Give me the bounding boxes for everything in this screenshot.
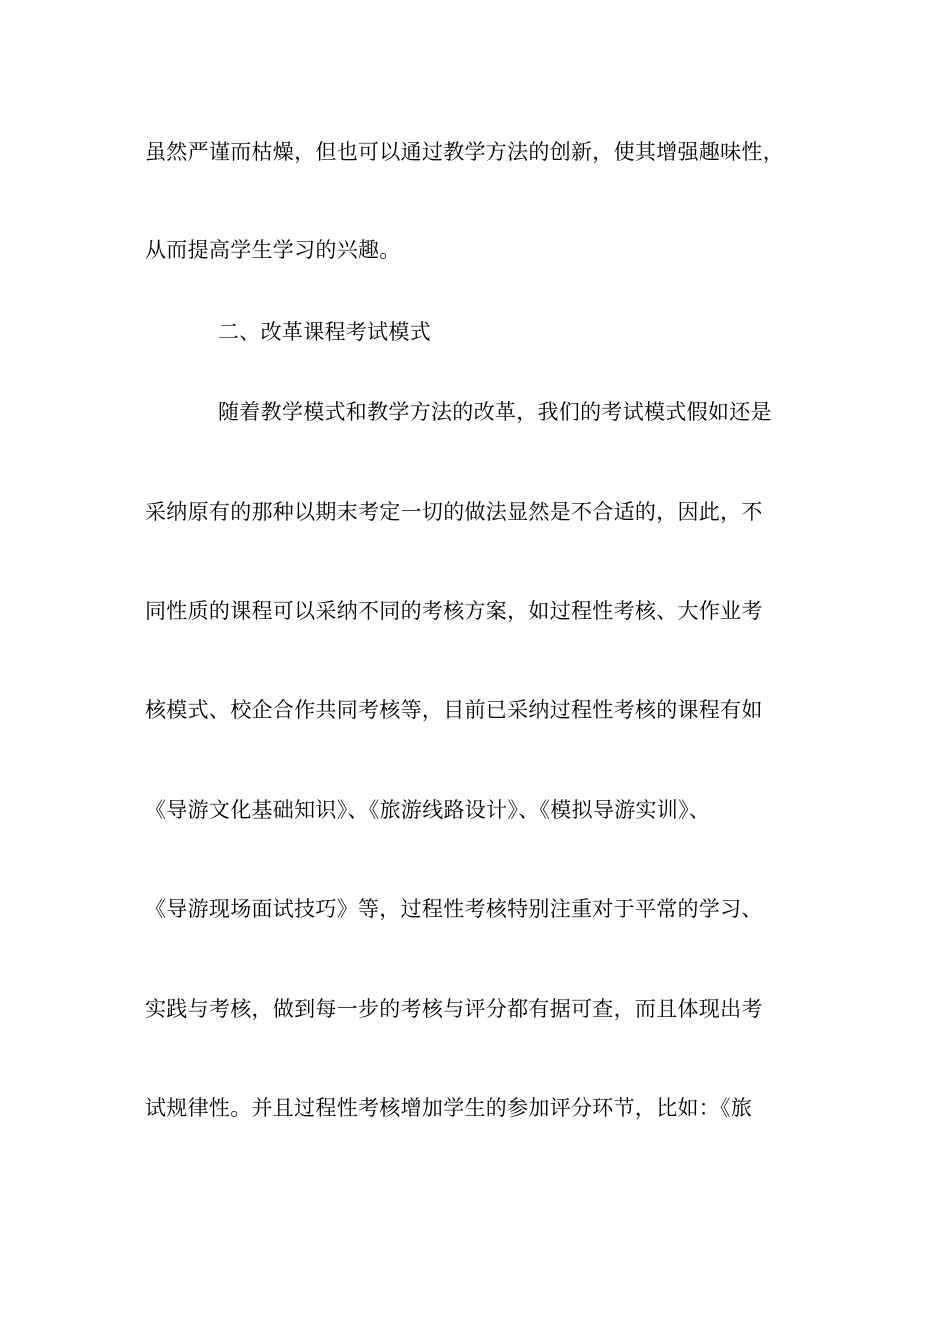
paragraph-line-1: 虽然严谨而枯燥，但也可以通过教学方法的创新，使其增强趣味性， bbox=[145, 140, 784, 164]
paragraph-line-3: 随着教学模式和教学方法的改革，我们的考试模式假如还是 bbox=[218, 400, 772, 424]
paragraph-line-7: 《导游文化基础知识》、《旅游线路设计》、《模拟导游实训》、 bbox=[145, 798, 711, 822]
paragraph-line-10: 试规律性。并且过程性考核增加学生的参加评分环节，比如：《旅 bbox=[145, 1096, 753, 1120]
paragraph-line-5: 同性质的课程可以采纳不同的考核方案，如过程性考核、大作业考 bbox=[145, 599, 763, 623]
paragraph-line-2: 从而提高学生学习的兴趣。 bbox=[145, 238, 401, 262]
paragraph-line-6: 核模式、校企合作共同考核等，目前已采纳过程性考核的课程有如 bbox=[145, 698, 763, 722]
paragraph-line-8: 《导游现场面试技巧》等，过程性考核特别注重对于平常的学习、 bbox=[145, 897, 763, 921]
paragraph-line-4: 采纳原有的那种以期末考定一切的做法显然是不合适的，因此，不 bbox=[145, 500, 763, 524]
section-heading: 二、改革课程考试模式 bbox=[218, 320, 431, 344]
paragraph-line-9: 实践与考核，做到每一步的考核与评分都有据可查，而且体现出考 bbox=[145, 997, 763, 1021]
